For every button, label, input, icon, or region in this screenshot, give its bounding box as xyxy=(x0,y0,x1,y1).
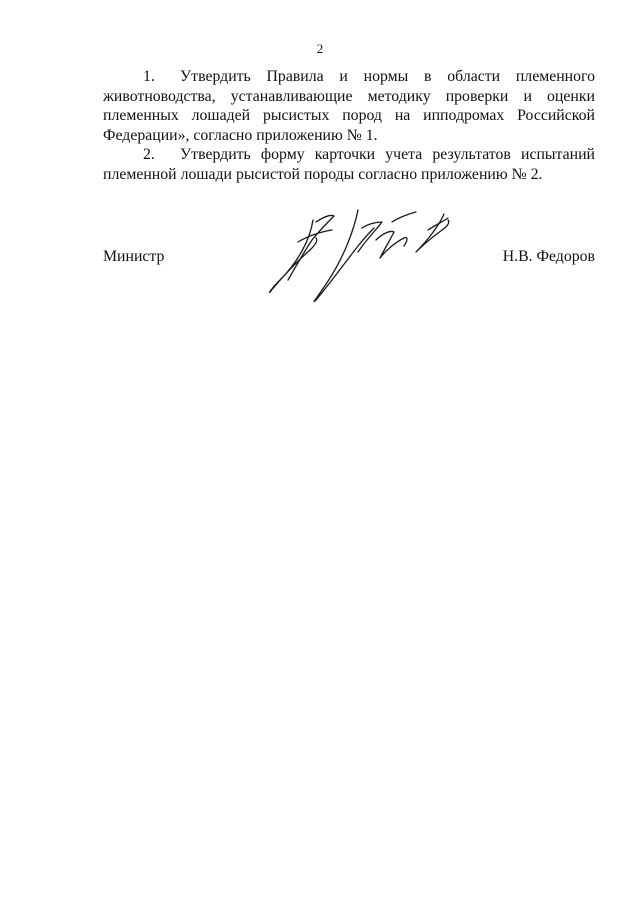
handwritten-signature xyxy=(258,200,468,312)
document-body xyxy=(103,67,595,184)
signature-block xyxy=(103,200,595,315)
paragraph-2-text: Утвердить форму карточки учета результатов испытаний племенной лошади рысистой породы согласно приложению № 2. xyxy=(103,146,595,183)
paragraph-2 xyxy=(103,145,595,184)
signatory-name: Н.В. Федоров xyxy=(502,248,595,265)
signatory-title: Министр xyxy=(103,248,165,265)
page-number: 2 xyxy=(316,41,324,56)
paragraph-2-number: 2. xyxy=(143,146,155,163)
paragraph-1-text: Утвердить Правила и нормы в области племенного животноводства, устанавливающие методику проверки и оценки племенных лошадей рысистых пород на ипподромах Российской Федерации», согласно приложению № 1. xyxy=(103,68,595,144)
paragraph-1 xyxy=(103,67,595,145)
paragraph-1-number: 1. xyxy=(143,68,155,85)
